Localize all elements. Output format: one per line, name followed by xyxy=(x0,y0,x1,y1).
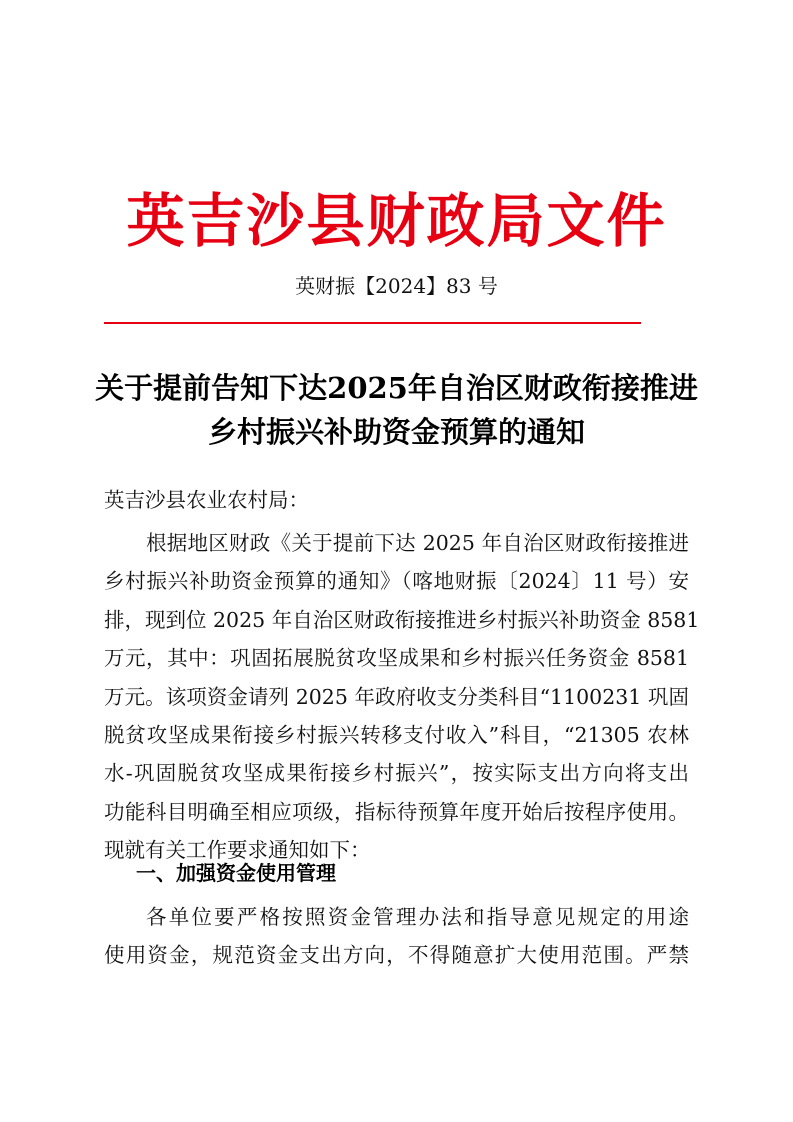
section-heading-1: 一、加强资金使用管理 xyxy=(136,861,336,885)
paragraph-line: 乡村振兴补助资金预算的通知》（喀地财振〔2024〕11 号）安 xyxy=(104,569,689,594)
notice-title-line-1: 关于提前告知下达2025年自治区财政衔接推进 xyxy=(95,371,698,405)
paragraph-line: 排，现到位 2025 年自治区财政衔接推进乡村振兴补助资金 8581 xyxy=(104,607,700,632)
paragraph-line: 使用资金，规范资金支出方向，不得随意扩大使用范围。严禁 xyxy=(104,943,689,968)
notice-title-line-2: 乡村振兴补助资金预算的通知 xyxy=(207,415,585,449)
body-paragraph-1 xyxy=(104,524,700,870)
body-paragraph-2 xyxy=(104,898,689,975)
paragraph-line: 脱贫攻坚成果衔接乡村振兴转移支付收入”科目，“21305 农林 xyxy=(104,723,689,748)
paragraph-line: 现就有关工作要求通知如下： xyxy=(104,838,371,863)
paragraph-line: 各单位要严格按照资金管理办法和指导意见规定的用途 xyxy=(146,905,689,929)
issuer-header-title: 英吉沙县财政局文件 xyxy=(126,187,667,255)
red-divider-line xyxy=(104,322,641,324)
paragraph-line: 根据地区财政《关于提前下达 2025 年自治区财政衔接推进 xyxy=(146,531,689,555)
notice-title xyxy=(90,366,703,454)
paragraph-line: 万元，其中：巩固拓展脱贫攻坚成果和乡村振兴任务资金 8581 xyxy=(104,646,689,671)
paragraph-line: 水-巩固脱贫攻坚成果衔接乡村振兴”，按实际支出方向将支出 xyxy=(104,761,689,786)
paragraph-line: 万元。该项资金请列 2025 年政府收支分类科目“1100231 巩固 xyxy=(104,684,689,709)
recipient-line: 英吉沙县农业农村局： xyxy=(104,488,309,512)
paragraph-line: 功能科目明确至相应项级，指标待预算年度开始后按程序使用。 xyxy=(104,799,689,824)
document-number: 英财振【2024】83 号 xyxy=(295,274,498,298)
